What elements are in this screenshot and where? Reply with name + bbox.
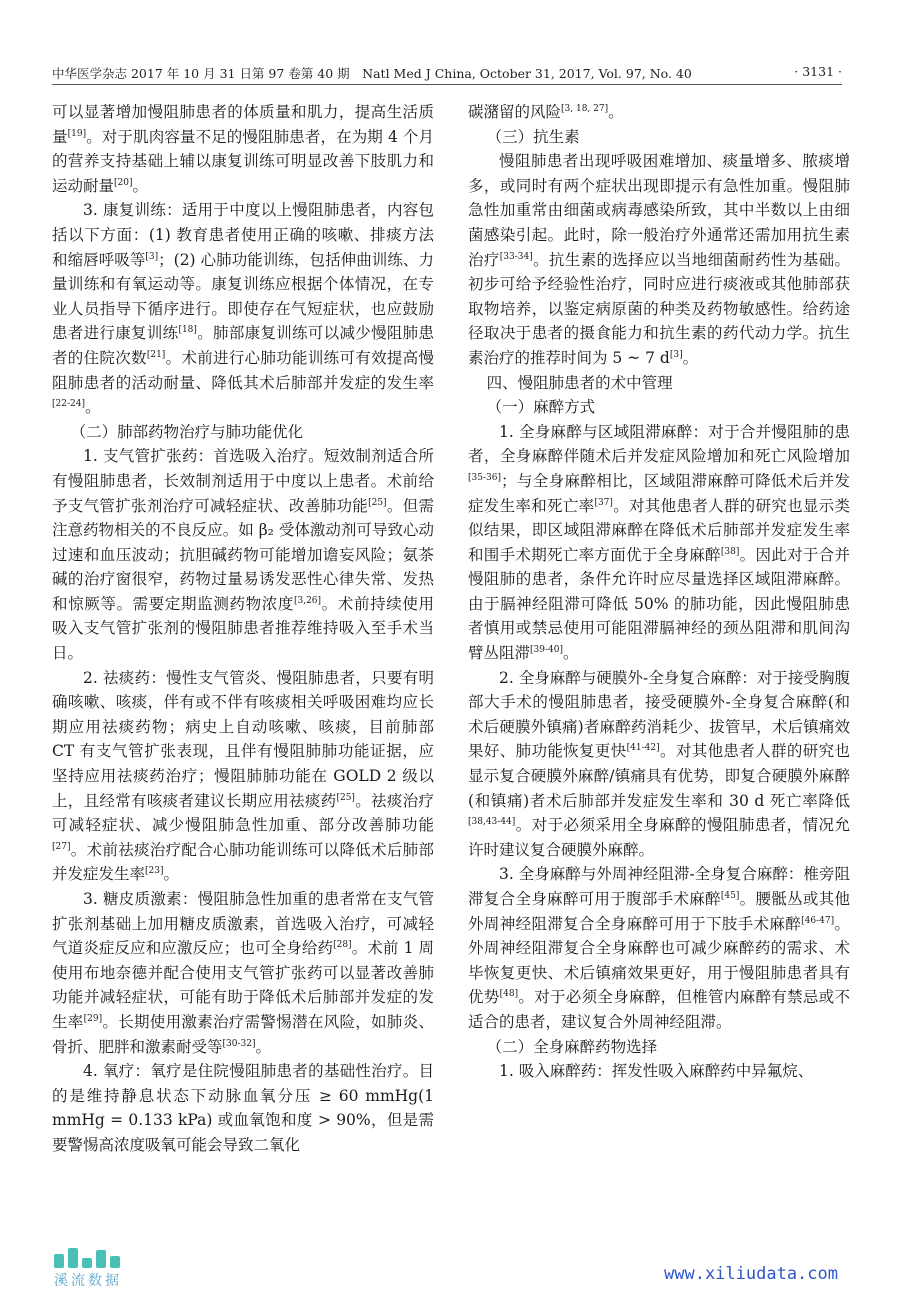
citation-ref: [29] [83, 1013, 103, 1024]
paragraph-text: 可以显著增加慢阻肺患者的体质量和肌力，提高生活质量 [52, 103, 434, 146]
paragraph-text: 。对于肌肉容量不足的慢阻肺患者，在为期 4 个月的营养支持基础上辅以康复训练可明显改善下肢肌力和运动耐量 [52, 127, 434, 195]
paragraph-text: 。 [132, 176, 149, 195]
paragraph-text: 。肺部康复训练可以减少慢阻肺患者的住院次数 [52, 324, 434, 367]
paragraph-text: 。 [682, 348, 699, 367]
paragraph-text: 1. 吸入麻醉药：挥发性吸入麻醉药中异氟烷、 [499, 1062, 814, 1081]
citation-ref: [3] [145, 251, 159, 262]
paragraph [52, 1059, 434, 1157]
citation-ref: [3,26] [293, 595, 322, 606]
left-column [52, 100, 434, 1158]
paragraph-text: 。 [608, 103, 624, 121]
paragraph-text: 2. 全身麻醉与硬膜外-全身复合麻醉：对于接受胸腹部大手术的慢阻肺患者，接受硬膜外-全身复合麻醉(和术后硬膜外镇痛)者麻醉药消耗少、拔管早，术后镇痛效果好、肺功能恢复更快 [468, 668, 850, 761]
citation-ref: [37] [594, 497, 613, 508]
paragraph-text: 。对于必须采用全身麻醉的慢阻肺患者，情况允许时建议复合硬膜外麻醉。 [468, 816, 850, 859]
citation-ref: [38] [720, 546, 740, 557]
paragraph-text: 。对于必须全身麻醉，但椎管内麻醉有禁忌或不适合的患者，建议复合外周神经阻滞。 [468, 988, 850, 1031]
running-header [52, 64, 842, 85]
paragraph [468, 1059, 850, 1084]
paragraph-text: 。对其他患者人群的研究也显示类似结果，即区域阻滞麻醉在降低术后肺部并发症发生率和围手术期死亡率方面优于全身麻醉 [468, 496, 850, 564]
paragraph [52, 666, 434, 887]
citation-ref: [25] [336, 792, 355, 803]
section-heading: （一）麻醉方式 [486, 398, 596, 417]
paragraph-text: 。 [84, 398, 101, 417]
footer-url-link[interactable]: www.xiliudata.com [664, 1264, 838, 1284]
paragraph [468, 666, 850, 863]
paragraph-text: 1. 支气管扩张药：首选吸入治疗。短效制剂适合所有慢阻肺患者，长效制剂适用于中度以上患者。术前给予支气管扩张剂治疗可减轻症状、改善肺功能 [52, 447, 434, 515]
xiliu-logo [54, 1248, 144, 1292]
section-heading: （二）肺部药物治疗与肺功能优化 [70, 422, 304, 441]
paragraph-text: 。长期使用激素治疗需警惕潜在风险，如肺炎、骨折、肥胖和激素耐受等 [52, 1012, 434, 1056]
citation-ref: [27] [52, 841, 71, 852]
paragraph [468, 420, 850, 666]
paragraph [52, 100, 434, 198]
paragraph-text: 。 [562, 644, 579, 663]
citation-ref: [41-42] [626, 743, 660, 754]
citation-ref: [46-47] [801, 915, 835, 926]
paragraph-text: 3. 康复训练：适用于中度以上慢阻肺患者，内容包括以下方面：(1) 教育患者使用正确的咳嗽、排痰方法和缩唇呼吸等 [52, 201, 434, 269]
paragraph-text: 3. 全身麻醉与外周神经阻滞-全身复合麻醉：椎旁阻滞复合全身麻醉可用于腹部手术麻醉 [468, 865, 850, 908]
citation-ref: [20] [114, 177, 133, 188]
logo-mark-icon [54, 1248, 144, 1268]
citation-ref: [38,43-44] [468, 817, 516, 828]
paragraph-text: ；(2) 心肺功能训练，包括伸曲训练、力量训练和有氧运动等。康复训练应根据个体情况，在专业人员指导下循序进行。即使存在气短症状，也应鼓励患者进行康复训练 [52, 250, 434, 343]
citation-ref: [3, 18, 27] [561, 103, 609, 114]
logo-text: 溪流数据 [54, 1273, 122, 1289]
citation-ref: [45] [720, 890, 740, 901]
paragraph-text: 。术前进行心肺功能训练可有效提高慢阻肺患者的活动耐量、降低其术后肺部并发症的发生率 [52, 348, 434, 392]
paragraph-text: 。对其他患者人群的研究也显示复合硬膜外麻醉/镇痛具有优势，即复合硬膜外麻醉(和镇痛)者术后肺部并发症发生率和 30 d 死亡率降低 [468, 742, 850, 810]
citation-ref: [30-32] [222, 1038, 256, 1049]
citation-ref: [22-24] [52, 398, 85, 409]
paragraph-text: 2. 祛痰药：慢性支气管炎、慢阻肺患者，只要有明确咳嗽、咳痰，伴有或不伴有咳痰相关呼吸困难均应长期应用祛痰药物；病史上自动咳嗽、咳痰，目前肺部 CT 有支气管扩张表现，且伴有慢阻肺肺功能证据，应坚持应用祛痰药治疗；慢阻肺肺功能在 GOLD 2 级以上，且经常有咳痰者建议长期应用祛痰药 [52, 668, 434, 810]
citation-ref: [19] [67, 128, 87, 139]
paragraph [468, 149, 850, 370]
citation-ref: [21] [146, 349, 166, 360]
paragraph-text: 。术前持续使用吸入支气管扩张剂的慢阻肺患者推荐维持吸入至手术当日。 [52, 594, 434, 663]
paragraph-text: ；与全身麻醉相比，区域阻滞麻醉可降低术后并发症发生率和死亡率 [468, 471, 850, 515]
citation-ref: [35-36] [468, 472, 501, 483]
paragraph-text: 碳潴留的风险 [468, 103, 562, 121]
paragraph-text: 1. 全身麻醉与区域阻滞麻醉：对于合并慢阻肺的患者，全身麻醉伴随术后并发症风险增加和死亡风险增加 [468, 422, 850, 466]
paragraph-text: 。祛痰治疗可减轻症状、减少慢阻肺急性加重、部分改善肺功能 [52, 791, 434, 835]
citation-ref: [23] [145, 866, 164, 877]
citation-ref: [25] [368, 497, 387, 508]
citation-ref: [39-40] [530, 644, 563, 655]
page-number: · 3131 · [794, 64, 842, 79]
section-heading: （二）全身麻醉药物选择 [486, 1037, 658, 1056]
right-column [468, 100, 850, 1084]
paragraph [468, 100, 850, 125]
paragraph [52, 887, 434, 1059]
citation-ref: [48] [499, 989, 519, 1000]
citation-ref: [33-34] [499, 251, 533, 262]
paragraph-text: 。 [255, 1037, 271, 1056]
paragraph-text: 。因此对于合并慢阻肺的患者，条件允许时应尽量选择区域阻滞麻醉。由于膈神经阻滞可降低 50% 的肺功能，因此慢阻肺患者慎用或禁忌使用可能阻滞膈神经的颈丛阻滞和肌间沟臂丛阻滞 [468, 545, 850, 663]
paragraph-text: 4. 氧疗：氧疗是住院慢阻肺患者的基础性治疗。目的是维持静息状态下动脉血氧分压 ≥ 60 mmHg(1 mmHg = 0.133 kPa) 或血氧饱和度 > 90%，但是需要警惕高浓度吸氧可能会导致二氧化 [52, 1062, 434, 1154]
paragraph-text: 。术前祛痰治疗配合心肺功能训练可以降低术后肺部并发症发生率 [52, 840, 434, 884]
paragraph [52, 198, 434, 419]
citation-ref: [18] [178, 325, 197, 336]
journal-citation: 中华医学杂志 2017 年 10 月 31 日第 97 卷第 40 期 Natl Med J China, October 31, 2017, Vol. 97, No. 40 [52, 66, 692, 81]
paragraph-text: 。外周神经阻滞复合全身麻醉也可减少麻醉药的需求、术毕恢复更快、术后镇痛效果更好，用于慢阻肺患者具有优势 [468, 914, 850, 1007]
paragraph-text: 慢阻肺患者出现呼吸困难增加、痰量增多、脓痰增多，或同时有两个症状出现即提示有急性加重。慢阻肺急性加重常由细菌或病毒感染所致，其中半数以上由细菌感染引起。此时，除一般治疗外通常还需加用抗生素治疗 [468, 152, 850, 269]
paragraph-text: 。抗生素的选择应以当地细菌耐药性为基础。初步可给予经验性治疗，同时应进行痰液或其他肺部获取物培养，以鉴定病原菌的种类及药物敏感性。给药途径取决于患者的摄食能力和抗生素的药代动力学。抗生素治疗的推荐时间为 5 ~ 7 d [468, 250, 850, 367]
paragraph-text: 3. 糖皮质激素：慢阻肺急性加重的患者常在支气管扩张剂基础上加用糖皮质激素，首选吸入治疗，可减轻气道炎症反应和应激反应；也可全身给药 [52, 890, 434, 958]
paragraph-text: 。但需注意药物相关的不良反应。如 β₂ 受体激动剂可导致心动过速和血压波动；抗胆碱药物可能增加谵妄风险；氨茶碱的治疗窗很窄，药物过量易诱发恶性心律失常、发热和惊厥等。需要定期监测药物浓度 [52, 496, 434, 613]
section-heading: 四、慢阻肺患者的术中管理 [486, 373, 673, 392]
citation-ref: [3] [669, 349, 683, 360]
citation-ref: [28] [333, 940, 352, 951]
section-heading: （三）抗生素 [486, 127, 580, 146]
paragraph-text: 。 [163, 865, 180, 884]
paragraph-text: 。术前 1 周使用布地奈德并配合使用支气管扩张药可以显著改善肺功能并减轻症状，可能有助于降低术后肺部并发症的发生率 [52, 939, 434, 1031]
paragraph [52, 444, 434, 665]
paragraph-text: 。腰骶丛或其他外周神经阻滞复合全身麻醉可用于下肢手术麻醉 [468, 890, 850, 933]
paragraph [468, 862, 850, 1034]
